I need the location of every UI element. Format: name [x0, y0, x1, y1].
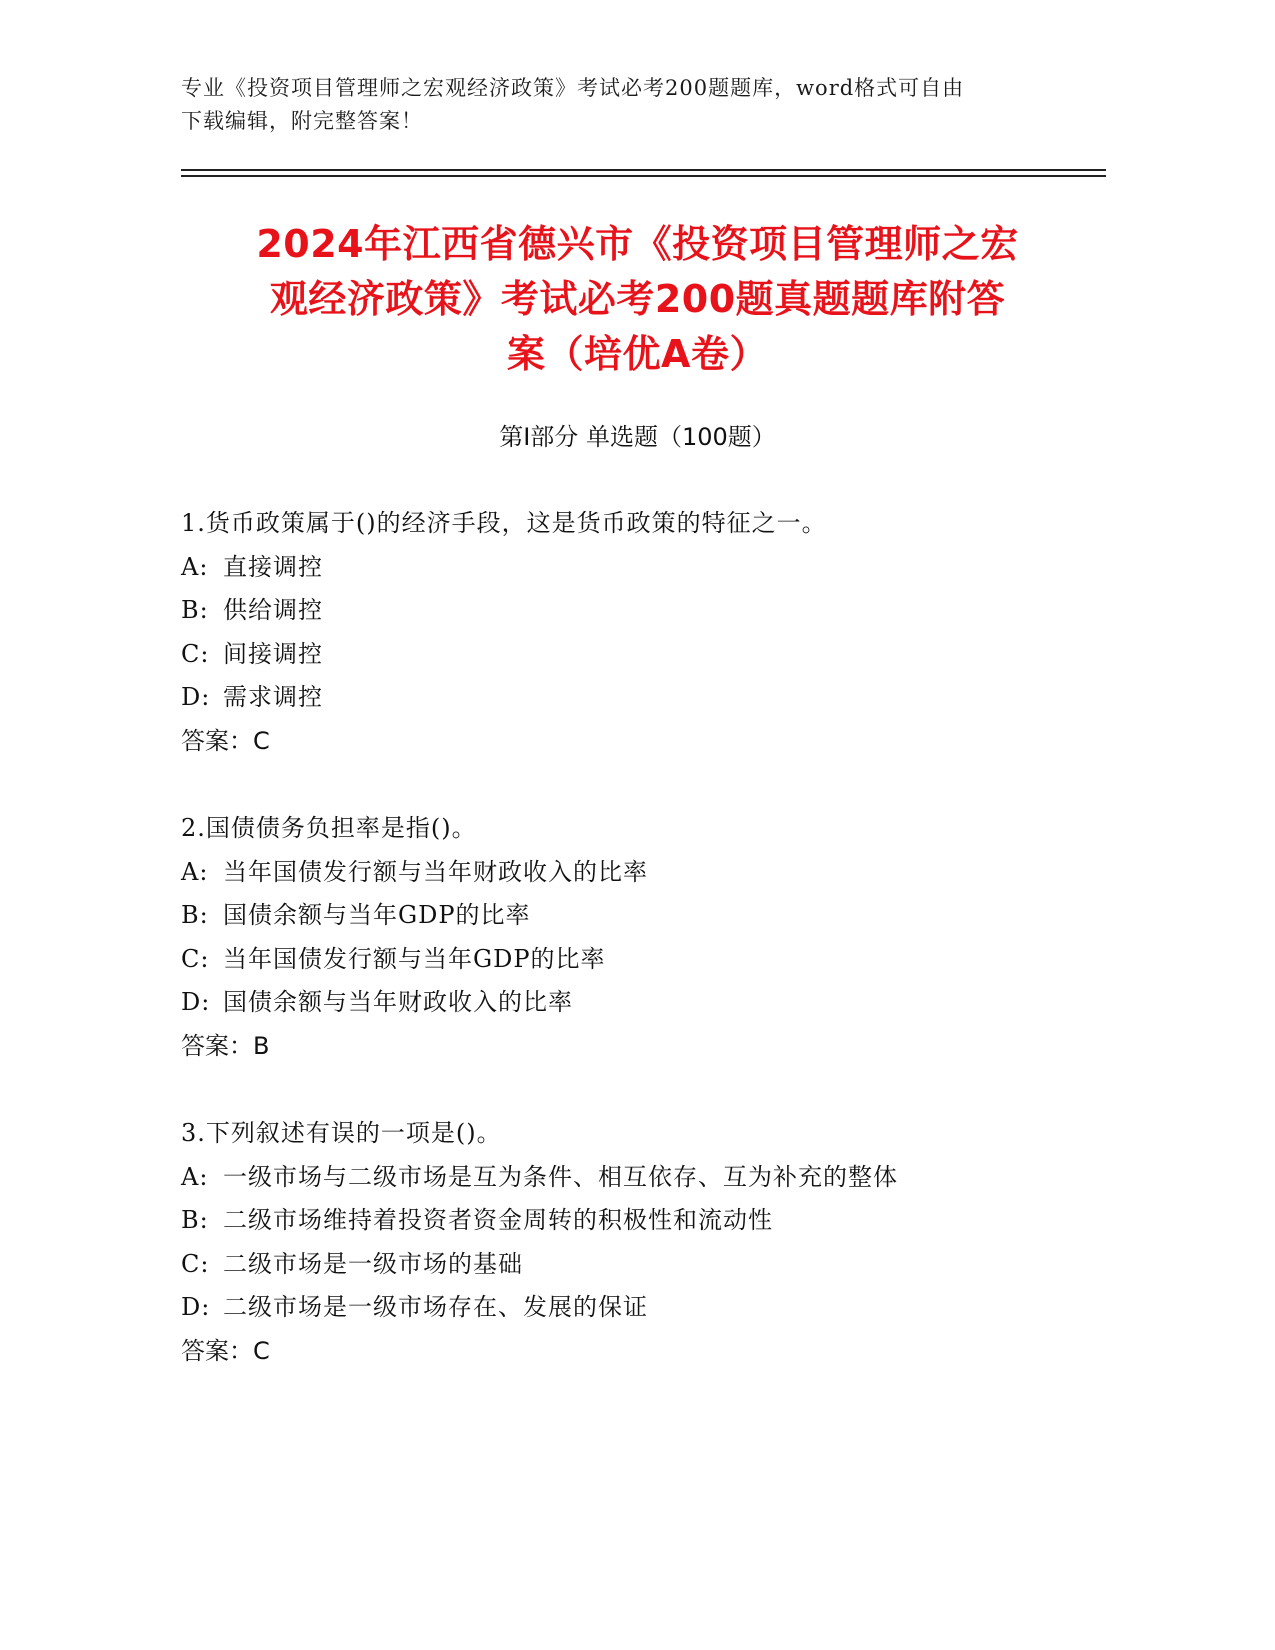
option-letter: D: [181, 1293, 211, 1321]
answer-line: 答案：B [181, 1031, 270, 1060]
option-letter: A: [181, 857, 209, 886]
option-text: 当年国债发行额与当年GDP的比率 [223, 944, 606, 973]
option-d [181, 981, 1131, 1025]
option-letter: B: [181, 596, 209, 624]
option-letter: A: [181, 1162, 209, 1191]
option-letter: A: [181, 552, 209, 581]
header-divider-top [181, 169, 1106, 171]
option-b [181, 894, 1131, 938]
option-text: 国债余额与当年GDP的比率 [223, 901, 531, 929]
title-line-3: 案（培优A卷） [507, 332, 768, 376]
option-text: 供给调控 [223, 596, 323, 624]
option-d [181, 676, 1131, 720]
answer-line: 答案：C [181, 726, 270, 755]
title-line-2: 观经济政策》考试必考200题真题题库附答 [269, 277, 1006, 321]
option-letter: B: [181, 901, 209, 929]
title-line-1: 2024年江西省德兴市《投资项目管理师之宏 [256, 222, 1019, 266]
question-stem: 2.国债债务负担率是指()。 [181, 814, 477, 842]
question-stem: 3.下列叙述有误的一项是()。 [181, 1119, 502, 1147]
header-divider-bottom [181, 175, 1106, 177]
option-a [181, 851, 1131, 895]
header-note-line-2: 下载编辑，附完整答案！ [181, 109, 423, 133]
question-3 [181, 1112, 1131, 1373]
option-c [181, 1243, 1131, 1287]
option-text: 需求调控 [223, 683, 323, 711]
option-text: 二级市场是一级市场存在、发展的保证 [223, 1293, 648, 1321]
answer-line: 答案：C [181, 1336, 270, 1365]
question-1 [181, 502, 1131, 763]
option-letter: D: [181, 988, 211, 1016]
question-2 [181, 807, 1131, 1068]
option-text: 一级市场与二级市场是互为条件、相互依存、互为补充的整体 [223, 1162, 898, 1191]
option-b [181, 1199, 1131, 1243]
option-letter: D: [181, 683, 211, 711]
option-text: 国债余额与当年财政收入的比率 [223, 988, 573, 1016]
option-letter: C: [181, 944, 210, 973]
option-letter: C: [181, 639, 210, 668]
question-stem: 1.货币政策属于()的经济手段，这是货币政策的特征之一。 [181, 509, 827, 537]
option-letter: C: [181, 1249, 210, 1278]
section-heading: 第Ⅰ部分 单选题（100题） [499, 423, 776, 451]
document-title [150, 217, 1125, 382]
option-text: 二级市场维持着投资者资金周转的积极性和流动性 [223, 1206, 773, 1234]
option-text: 直接调控 [223, 552, 323, 581]
option-d [181, 1286, 1131, 1330]
option-a [181, 546, 1131, 590]
option-a [181, 1156, 1131, 1200]
option-c [181, 938, 1131, 982]
option-text: 间接调控 [223, 639, 323, 668]
option-text: 当年国债发行额与当年财政收入的比率 [223, 857, 648, 886]
header-note [181, 72, 1061, 138]
option-c [181, 633, 1131, 677]
option-text: 二级市场是一级市场的基础 [223, 1249, 523, 1278]
header-note-line-1: 专业《投资项目管理师之宏观经济政策》考试必考200题题库，word格式可自由 [181, 76, 965, 100]
option-letter: B: [181, 1206, 209, 1234]
option-b [181, 589, 1131, 633]
